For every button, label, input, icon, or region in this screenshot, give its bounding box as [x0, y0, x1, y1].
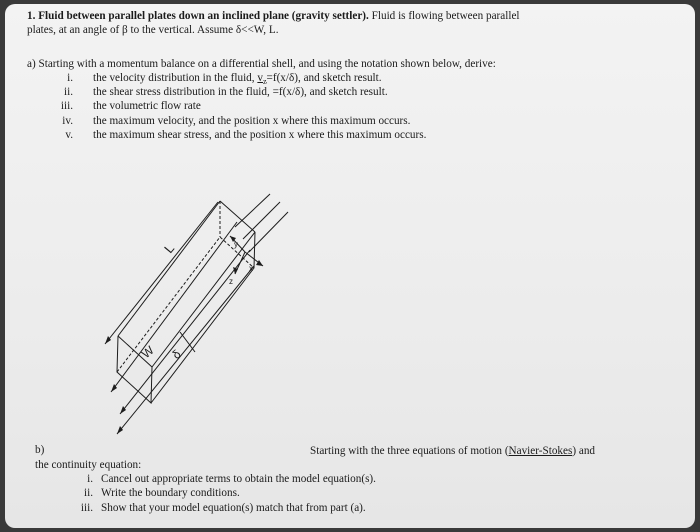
- problem-title-rest: Fluid is flowing between parallel: [371, 10, 520, 22]
- document-page: [5, 4, 695, 528]
- flow-line: [243, 202, 280, 239]
- part-b-intro-right: [310, 445, 595, 458]
- part-b-text-post: ) and: [572, 445, 596, 457]
- part-b-line-2: the continuity equation:: [35, 459, 142, 471]
- part-a-item-text: the shear stress distribution in the fluid, =f(x/δ), and sketch result.: [93, 86, 388, 98]
- label-W: W: [138, 343, 157, 362]
- label-L: L: [161, 240, 178, 257]
- flow-arrow-line: [111, 222, 237, 392]
- part-a-item-num: i.: [67, 72, 73, 84]
- flow-arrow-line: [120, 250, 250, 414]
- label-z: z: [229, 277, 233, 286]
- part-a-item-num: ii.: [63, 86, 73, 98]
- part-b-item-num: ii.: [83, 487, 93, 499]
- navier-stokes-text: Navier-Stokes: [508, 445, 573, 457]
- box-top-long-edge: [118, 201, 220, 336]
- label-delta: δ: [169, 346, 184, 362]
- label-x: x: [249, 264, 253, 273]
- delta-marker: [180, 332, 195, 352]
- part-a-item-num: v.: [65, 129, 73, 141]
- box-top-short-edge: [220, 201, 255, 232]
- part-b-item-text: Show that your model equation(s) match that from part (a).: [101, 502, 366, 514]
- part-a-item-text: the volumetric flow rate: [93, 100, 201, 112]
- part-b-label: b): [35, 444, 45, 456]
- part-b-item-text: Cancel out appropriate terms to obtain the model equation(s).: [101, 473, 376, 485]
- part-a-item-text: the maximum velocity, and the position x where this maximum occurs.: [93, 115, 411, 127]
- part-a-item-text: the maximum shear stress, and the position x where this maximum occurs.: [93, 129, 427, 141]
- label-y: y: [234, 240, 238, 249]
- part-a-item-num: iv.: [62, 115, 73, 127]
- flow-arrow-line: [105, 202, 218, 344]
- part-a-item-num: iii.: [60, 100, 73, 112]
- part-a-item-text: the velocity distribution in the fluid, $v_z=f(x/\delta)$, and sketch result.: [93, 72, 382, 87]
- problem-line-2: plates, at an angle of β to the vertical. Assume δ<<W, L.: [27, 24, 279, 36]
- part-b-item-num: i.: [87, 473, 93, 485]
- part-b-text-pre: Starting with the three equations of motion (: [310, 445, 509, 457]
- part-b-item-num: iii.: [80, 502, 93, 514]
- problem-number: 1.: [27, 10, 36, 22]
- part-b-item-text: Write the boundary conditions.: [101, 487, 240, 499]
- problem-title: Fluid between parallel plates down an inclined plane (gravity settler).: [38, 10, 369, 22]
- part-a-intro: a) Starting with a momentum balance on a differential shell, and using the notation shown below, derive:: [27, 58, 496, 70]
- flow-line: [235, 194, 270, 227]
- box-hidden-edges: [117, 237, 254, 372]
